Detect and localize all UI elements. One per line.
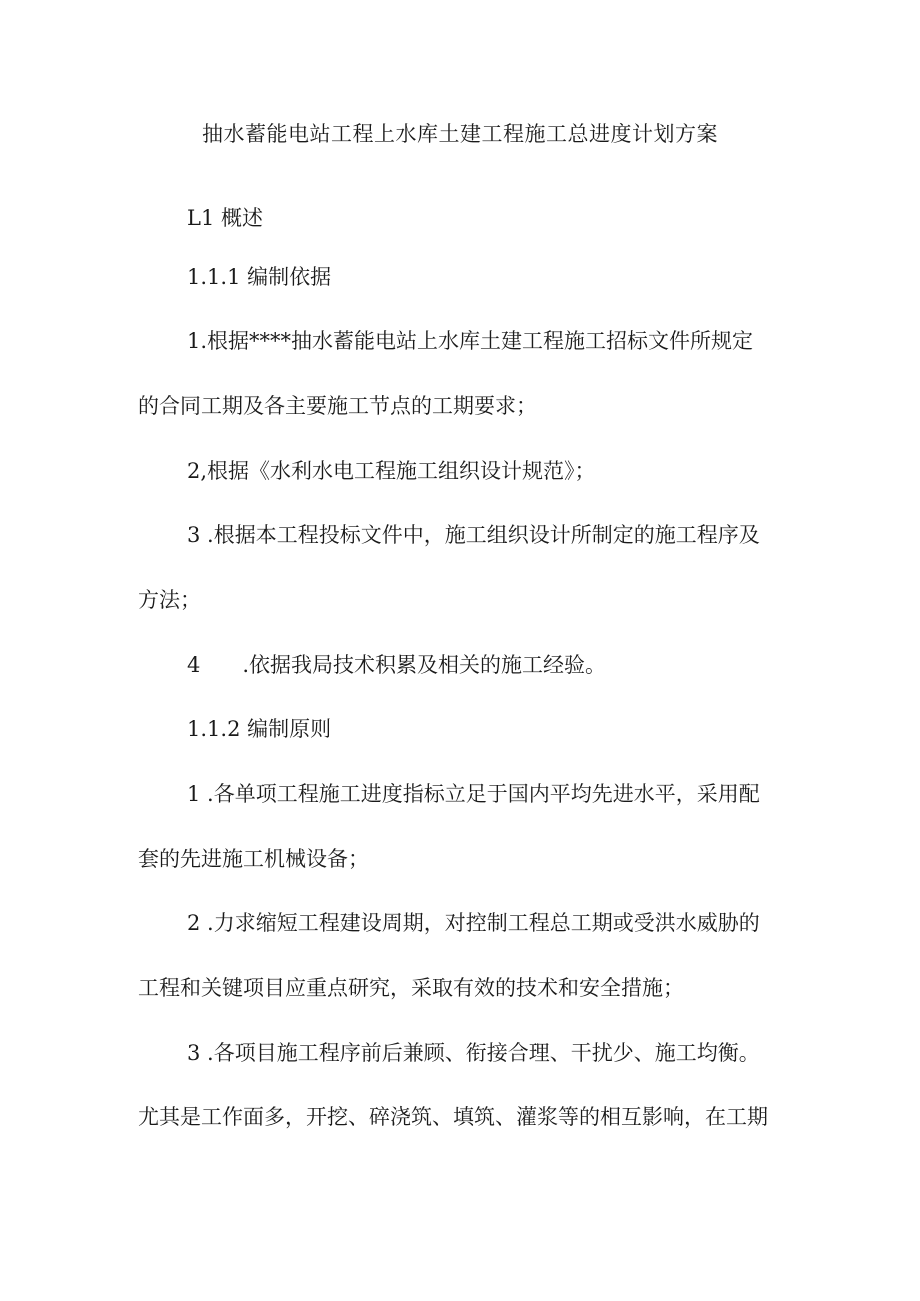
- paragraph-line: 套的先进施工机械设备；: [138, 847, 369, 871]
- paragraph-line: 方法；: [138, 588, 201, 612]
- paragraph-line: 2,根据《水利水电工程施工组织设计规范》；: [187, 459, 596, 483]
- paragraph-line: 的合同工期及各主要施工节点的工期要求；: [138, 394, 537, 418]
- paragraph-line: 1.根据****抽水蓄能电站上水库土建工程施工招标文件所规定: [187, 329, 754, 353]
- paragraph-line: 3 .根据本工程投标文件中，施工组织设计所制定的施工程序及: [187, 523, 760, 547]
- section-heading-overview: L1 概述: [187, 206, 263, 230]
- paragraph-line: 4 .依据我局技术积累及相关的施工经验。: [187, 653, 607, 677]
- paragraph-line: 工程和关键项目应重点研究，采取有效的技术和安全措施；: [138, 976, 684, 1000]
- paragraph-line: 3 .各项目施工程序前后兼顾、衔接合理、干扰少、施工均衡。: [187, 1041, 760, 1065]
- paragraph-line: 尤其是工作面多，开挖、碎浇筑、填筑、灌浆等的相互影响，在工期: [138, 1105, 768, 1129]
- paragraph-line: 1 .各单项工程施工进度指标立足于国内平均先进水平，采用配: [187, 782, 760, 806]
- subsection-heading-principles: 1.1.2 编制原则: [187, 717, 332, 741]
- document-title: 抽水蓄能电站工程上水库土建工程施工总进度计划方案: [202, 122, 718, 146]
- subsection-heading-basis: 1.1.1 编制依据: [187, 265, 332, 289]
- paragraph-line: 2 .力求缩短工程建设周期，对控制工程总工期或受洪水威胁的: [187, 911, 760, 935]
